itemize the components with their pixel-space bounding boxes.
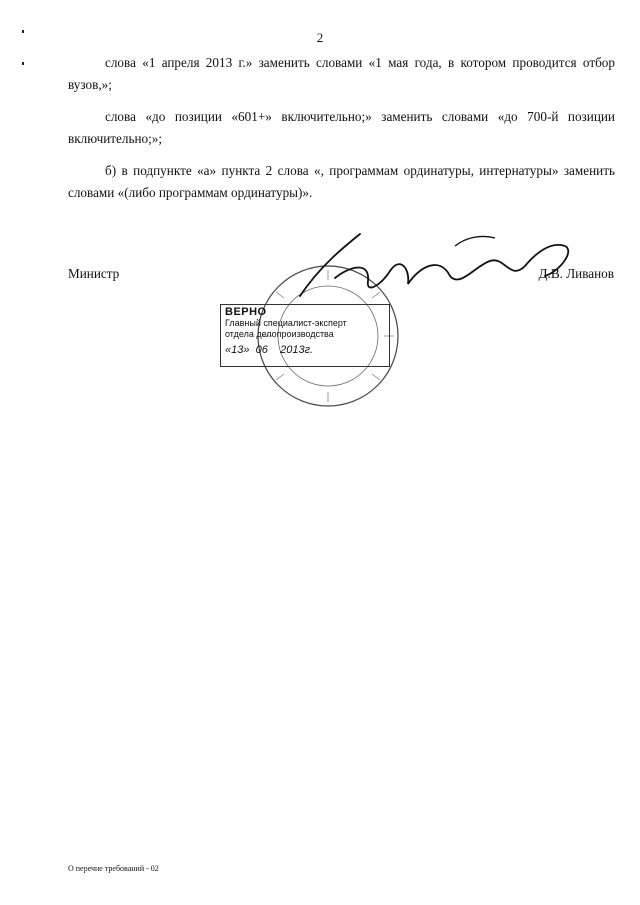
paragraph-3: б) в подпункте «а» пункта 2 слова «, программам ординатуры, интернатуры» заменить словами «(либо программам ординатуры)». bbox=[68, 163, 615, 200]
stamp-date-day: 13 bbox=[231, 344, 244, 356]
footer-note: О перечне требований - 02 bbox=[68, 864, 159, 873]
paragraph-2: слова «до позиции «601+» включительно;» заменить словами «до 700-й позиции включительно;»; bbox=[68, 109, 615, 146]
stamp-date-year-prefix: 20 bbox=[280, 344, 293, 356]
stamp-line-1: Главный специалист-эксперт bbox=[225, 318, 347, 328]
signatory-name: Д.В. Ливанов bbox=[538, 266, 614, 281]
stamp-date: «13» 06 2013г. bbox=[225, 344, 314, 356]
margin-mark bbox=[22, 62, 24, 65]
signatory-title: Министр bbox=[68, 266, 120, 281]
handwritten-signature bbox=[290, 226, 580, 306]
stamp-line-2: отдела делопроизводства bbox=[225, 329, 334, 339]
stamp-heading: ВЕРНО bbox=[225, 306, 267, 318]
stamp-date-month: 06 bbox=[255, 344, 268, 356]
stamp-date-year-suffix: 13 bbox=[292, 344, 305, 356]
margin-mark bbox=[22, 30, 24, 33]
certification-stamp bbox=[220, 304, 390, 367]
page-number: 2 bbox=[316, 30, 324, 45]
paragraph-1: слова «1 апреля 2013 г.» заменить словами «1 мая года, в котором проводится отбор вузов,»; bbox=[68, 55, 615, 92]
body-text bbox=[68, 52, 615, 214]
